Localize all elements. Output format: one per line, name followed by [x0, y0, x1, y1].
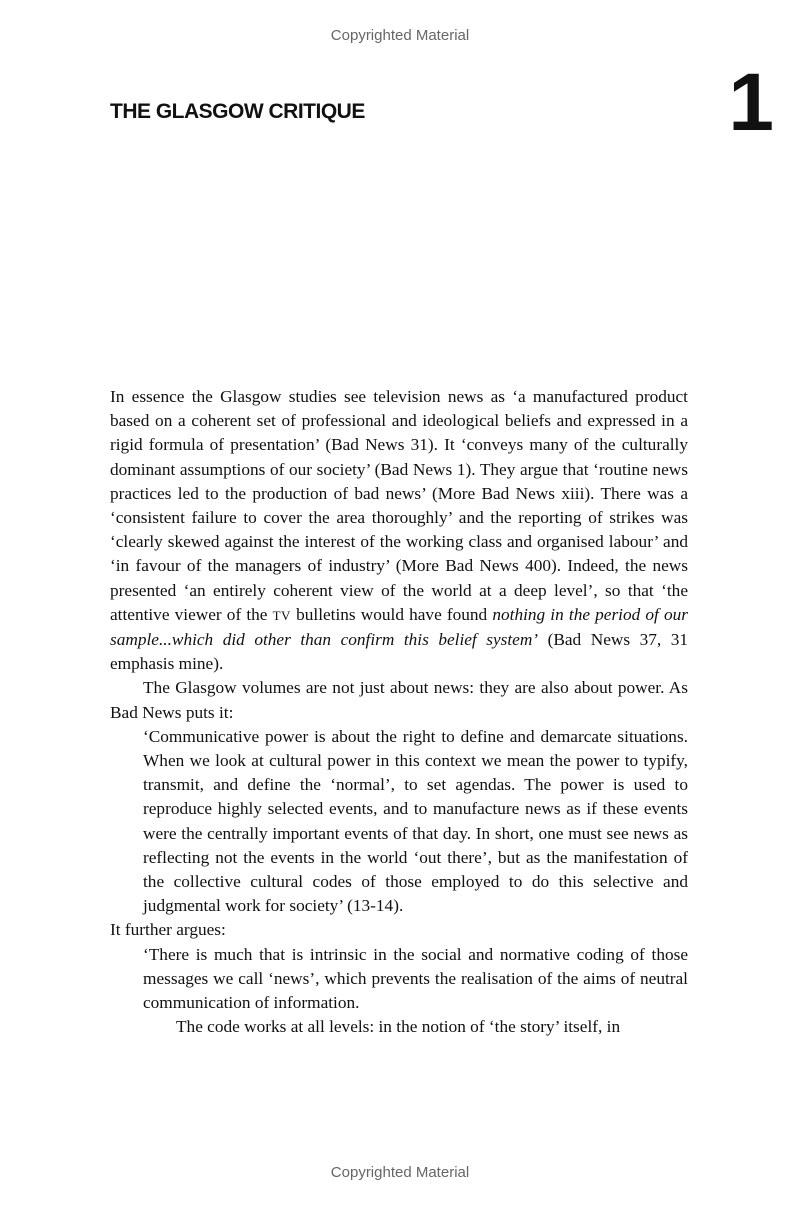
- body-text: [110, 385, 688, 1039]
- paragraph-1-text-a: In essence the Glasgow studies see television news as ‘a manufactured product based on a coherent set of professional and ideological beliefs and expressed in a rigid formula of presentation’ (Bad News 31). It ‘conveys many of the culturally dominant assumptions of our society’ (Bad News 1). They argue that ‘routine news practices led to the production of bad news’ (More Bad News xiii). There was a ‘consistent failure to cover the area thoroughly’ and the reporting of strikes was ‘clearly skewed against the interest of the working class and organised labour’ and ‘in favour of the managers of industry’ (More Bad News 400). Indeed, the news presented ‘an entirely coherent view of the world at a deep level’, so that ‘the attentive viewer of the: [110, 387, 688, 624]
- chapter-number: 1: [728, 57, 774, 148]
- paragraph-1: [110, 385, 688, 676]
- paragraph-1-citation: (Bad News 37, 31 emphasis mine).: [110, 630, 689, 674]
- chapter-title: THE GLASGOW CRITIQUE: [110, 100, 365, 123]
- paragraph-1-text-b: bulletins would have found: [296, 604, 488, 624]
- copyright-notice-top: Copyrighted Material: [330, 27, 470, 44]
- block-quote-2: ‘There is much that is intrinsic in the social and normative coding of those messages we call ‘news’, which prevents the realisation of the aims of neutral communication of information.: [143, 944, 688, 1013]
- paragraph-1-emphasis: nothing in the period of our sample...which did other than confirm this belief system’: [110, 604, 689, 650]
- paragraph-2: The Glasgow volumes are not just about news: they are also about power. As Bad News puts it:: [110, 678, 688, 722]
- block-quote-1: ‘Communicative power is about the right to define and demarcate situations. When we look at cultural power in this context we mean the power to typify, transmit, and define the ‘normal’, to set agendas. The power is used to reproduce highly selected events, and to manufacture news as if these events were the centrally important events of that day. In short, one must see news as reflecting not the events in the world ‘out there’, but as the manifestation of the collective cultural codes of those employed to do this selective and judgmental work for society’ (13-14).: [143, 726, 688, 916]
- paragraph-3: It further argues:: [110, 920, 226, 940]
- tv-abbreviation: TV: [272, 607, 291, 623]
- copyright-notice-bottom: Copyrighted Material: [330, 1164, 470, 1181]
- block-quote-3: The code works at all levels: in the notion of ‘the story’ itself, in: [176, 1017, 621, 1037]
